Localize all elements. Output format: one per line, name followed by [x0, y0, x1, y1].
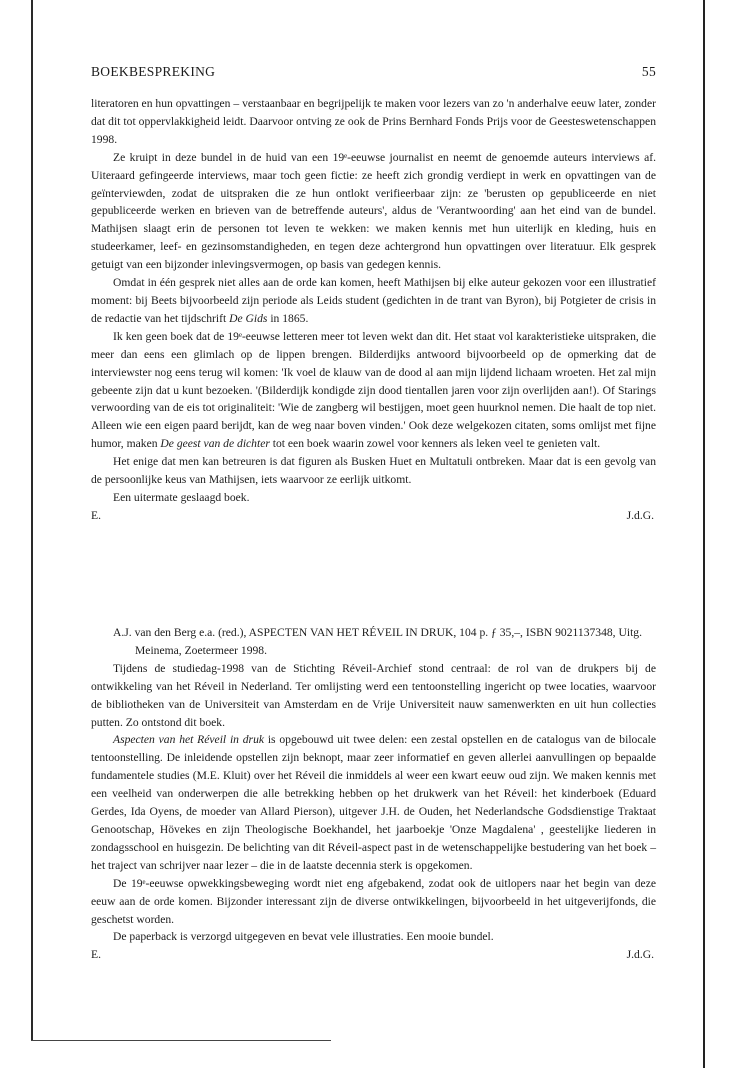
- paragraph: literatoren en hun opvattingen – verstaanbaar en begrijpelijk te maken voor lezers van zo 'n anderhalve eeuw later, zonder dat dit tot oppervlakkigheid leidt. Daarvoor ontving ze ook de Prins Bernhard Fonds Prijs voor de Geesteswetenschappen 1998.: [91, 97, 656, 146]
- scan-border-bottom: [31, 1040, 331, 1041]
- scan-border-right: [703, 0, 705, 1068]
- paragraph: Tijdens de studiedag-1998 van de Stichting Réveil-Archief stond centraal: de rol van de drukpers bij de ontwikkeling van het Réveil in Nederland. Ter omlijsting werd een tentoonstelling ingericht op twee locaties, waarvoor de bibliotheken van de Universiteit van Amsterdam en de Vrije Universiteit nauw samenwerkten en uit hun collecties putten. Zo ontstond dit boek.: [91, 661, 656, 729]
- paragraph: Een uitermate geslaagd boek.: [113, 490, 250, 504]
- page-number: 55: [641, 64, 656, 79]
- reviewer-initials: J.d.G.: [626, 508, 654, 522]
- paragraph: Aspecten van het Réveil in druk is opgebouwd uit twee delen: een zestal opstellen en de catalogus van de bilocale tentoonstelling. De inleidende opstellen zijn beknopt, maar zeer informatief en geven allerlei aanvullingen op bepaalde fundamentele studies (M.E. Kluit) over het Réveil die inmiddels al weer een kwart eeuw oud zijn. We maken kennis met een veelheid van onderwerpen die alle betrekking hebben op het drukwerk van het Réveil: het kinderboek (Eduard Gerdes, Ida Oyens, de moeder van Allard Pierson), uitgever J.H. de Ouden, het Nederlandsche Godsdienstige Traktaat Genootschap, Hövekes en zijn Theologische Boekhandel, het jaarboekje 'Onze Magdalena' , geestelijke liederen in zondagsschool en huisgezin. De belichting van dit Réveil-aspect past in de wetenschappelijke bestudering van het boek – het traject van schrijver naar lezer – die in de laatste decennia sterk is opgekomen.: [91, 733, 656, 872]
- review-mathijsen: [91, 95, 656, 525]
- paragraph: Ze kruipt in deze bundel in de huid van een 19ᵉ-eeuwse journalist en neemt de genoemde auteurs interviews af. Uiteraard gefingeerde interviews, maar toch geen fictie: ze heeft zich grondig verdiept in werk en opvattingen van de geïnterviewden, zodat de uitspraken die ze hun ontlokt verifieerbaar zijn: ze 'berusten op gepubliceerde en niet gepubliceerde werken en brieven van de betreffende auteurs', aldus de 'Verantwoording' aan het eind van de bundel. Mathijsen slaagt erin de personen tot leven te wekken: we maken kennis met hun uiterlijk en kleding, huis en studeerkamer, leef- en gezinsomstandigheden, en tegen deze achtergrond hun opvattingen over literatuur. Elk gesprek getuigt van een bijzonder inlevingsvermogen, op basis van gedegen kennis.: [91, 150, 656, 272]
- signature-left: E.: [91, 508, 101, 522]
- italic-title: Aspecten van het Réveil in druk: [113, 733, 265, 747]
- paragraph: Ik ken geen boek dat de 19ᵉ-eeuwse letteren meer tot leven wekt dan dit. Het staat vol karakteristieke uitspraken, die meer dan eens een glimlach op de lippen brengen. Bilderdijks antwoord bijvoorbeeld op de opmerking dat de interviewster nog eens terug wil komen: 'Ik voel de klauw van de dood al aan mijn lijdend lichaam wroeten. Het zal mijn gebeente zijn dat u kunt bezoeken. '(Bilderdijk kondigde zijn dood tientallen jaren voor zijn overlijden aan!). Of Starings verwoording van de eis tot originaliteit: 'Wie de zangberg wil bestijgen, moet geen huurknol nemen. Die haalt de top niet. Alleen wie een eigen paard berijdt, kan de weg naar boven vinden.' Ook deze welgekozen citaten, soms omlijst met fijne humor, maken De geest van de dichter tot een boek waarin zowel voor kenners als leken veel te genieten valt.: [91, 329, 656, 451]
- scan-border-left: [31, 0, 33, 1040]
- signature-line: [91, 507, 656, 525]
- italic-title: De geest van de dichter: [160, 437, 270, 451]
- review-reveil: [91, 624, 656, 964]
- italic-title: De Gids: [229, 311, 268, 325]
- bibliographic-entry: A.J. van den Berg e.a. (red.), ASPECTEN VAN HET RÉVEIL IN DRUK, 104 p. ƒ 35,–, ISBN 9021137348, Uitg. Meinema, Zoetermeer 1998.: [113, 626, 642, 657]
- paragraph: De paperback is verzorgd uitgegeven en bevat vele illustraties. Een mooie bundel.: [113, 930, 494, 944]
- reviewer-initials: J.d.G.: [626, 948, 654, 962]
- section-title: BOEKBESPREKING: [91, 64, 216, 79]
- paragraph: Het enige dat men kan betreuren is dat figuren als Busken Huet en Multatuli ontbreken. Maar dat is een gevolg van de persoonlijke keus van Mathijsen, iets waarvoor ze eerlijk uitkomt.: [91, 455, 656, 487]
- paragraph: Omdat in één gesprek niet alles aan de orde kan komen, heeft Mathijsen bij elke auteur gekozen voor een illustratief moment: bij Beets bijvoorbeeld zijn periode als Leids student (gedichten in de trant van Byron), bij Potgieter de crisis in de redactie van het tijdschrift De Gids in 1865.: [91, 276, 656, 325]
- paragraph: De 19ᵉ-eeuwse opwekkingsbeweging wordt niet eng afgebakend, zodat ook de uitlopers naar het begin van deze eeuw aan de orde komen. Bijzonder interessant zijn de diverse ontwikkelingen, bijvoorbeeld in het uitgeverijfonds, die geschetst worden.: [91, 876, 656, 926]
- signature-left: E.: [91, 948, 101, 962]
- signature-line: [91, 946, 656, 964]
